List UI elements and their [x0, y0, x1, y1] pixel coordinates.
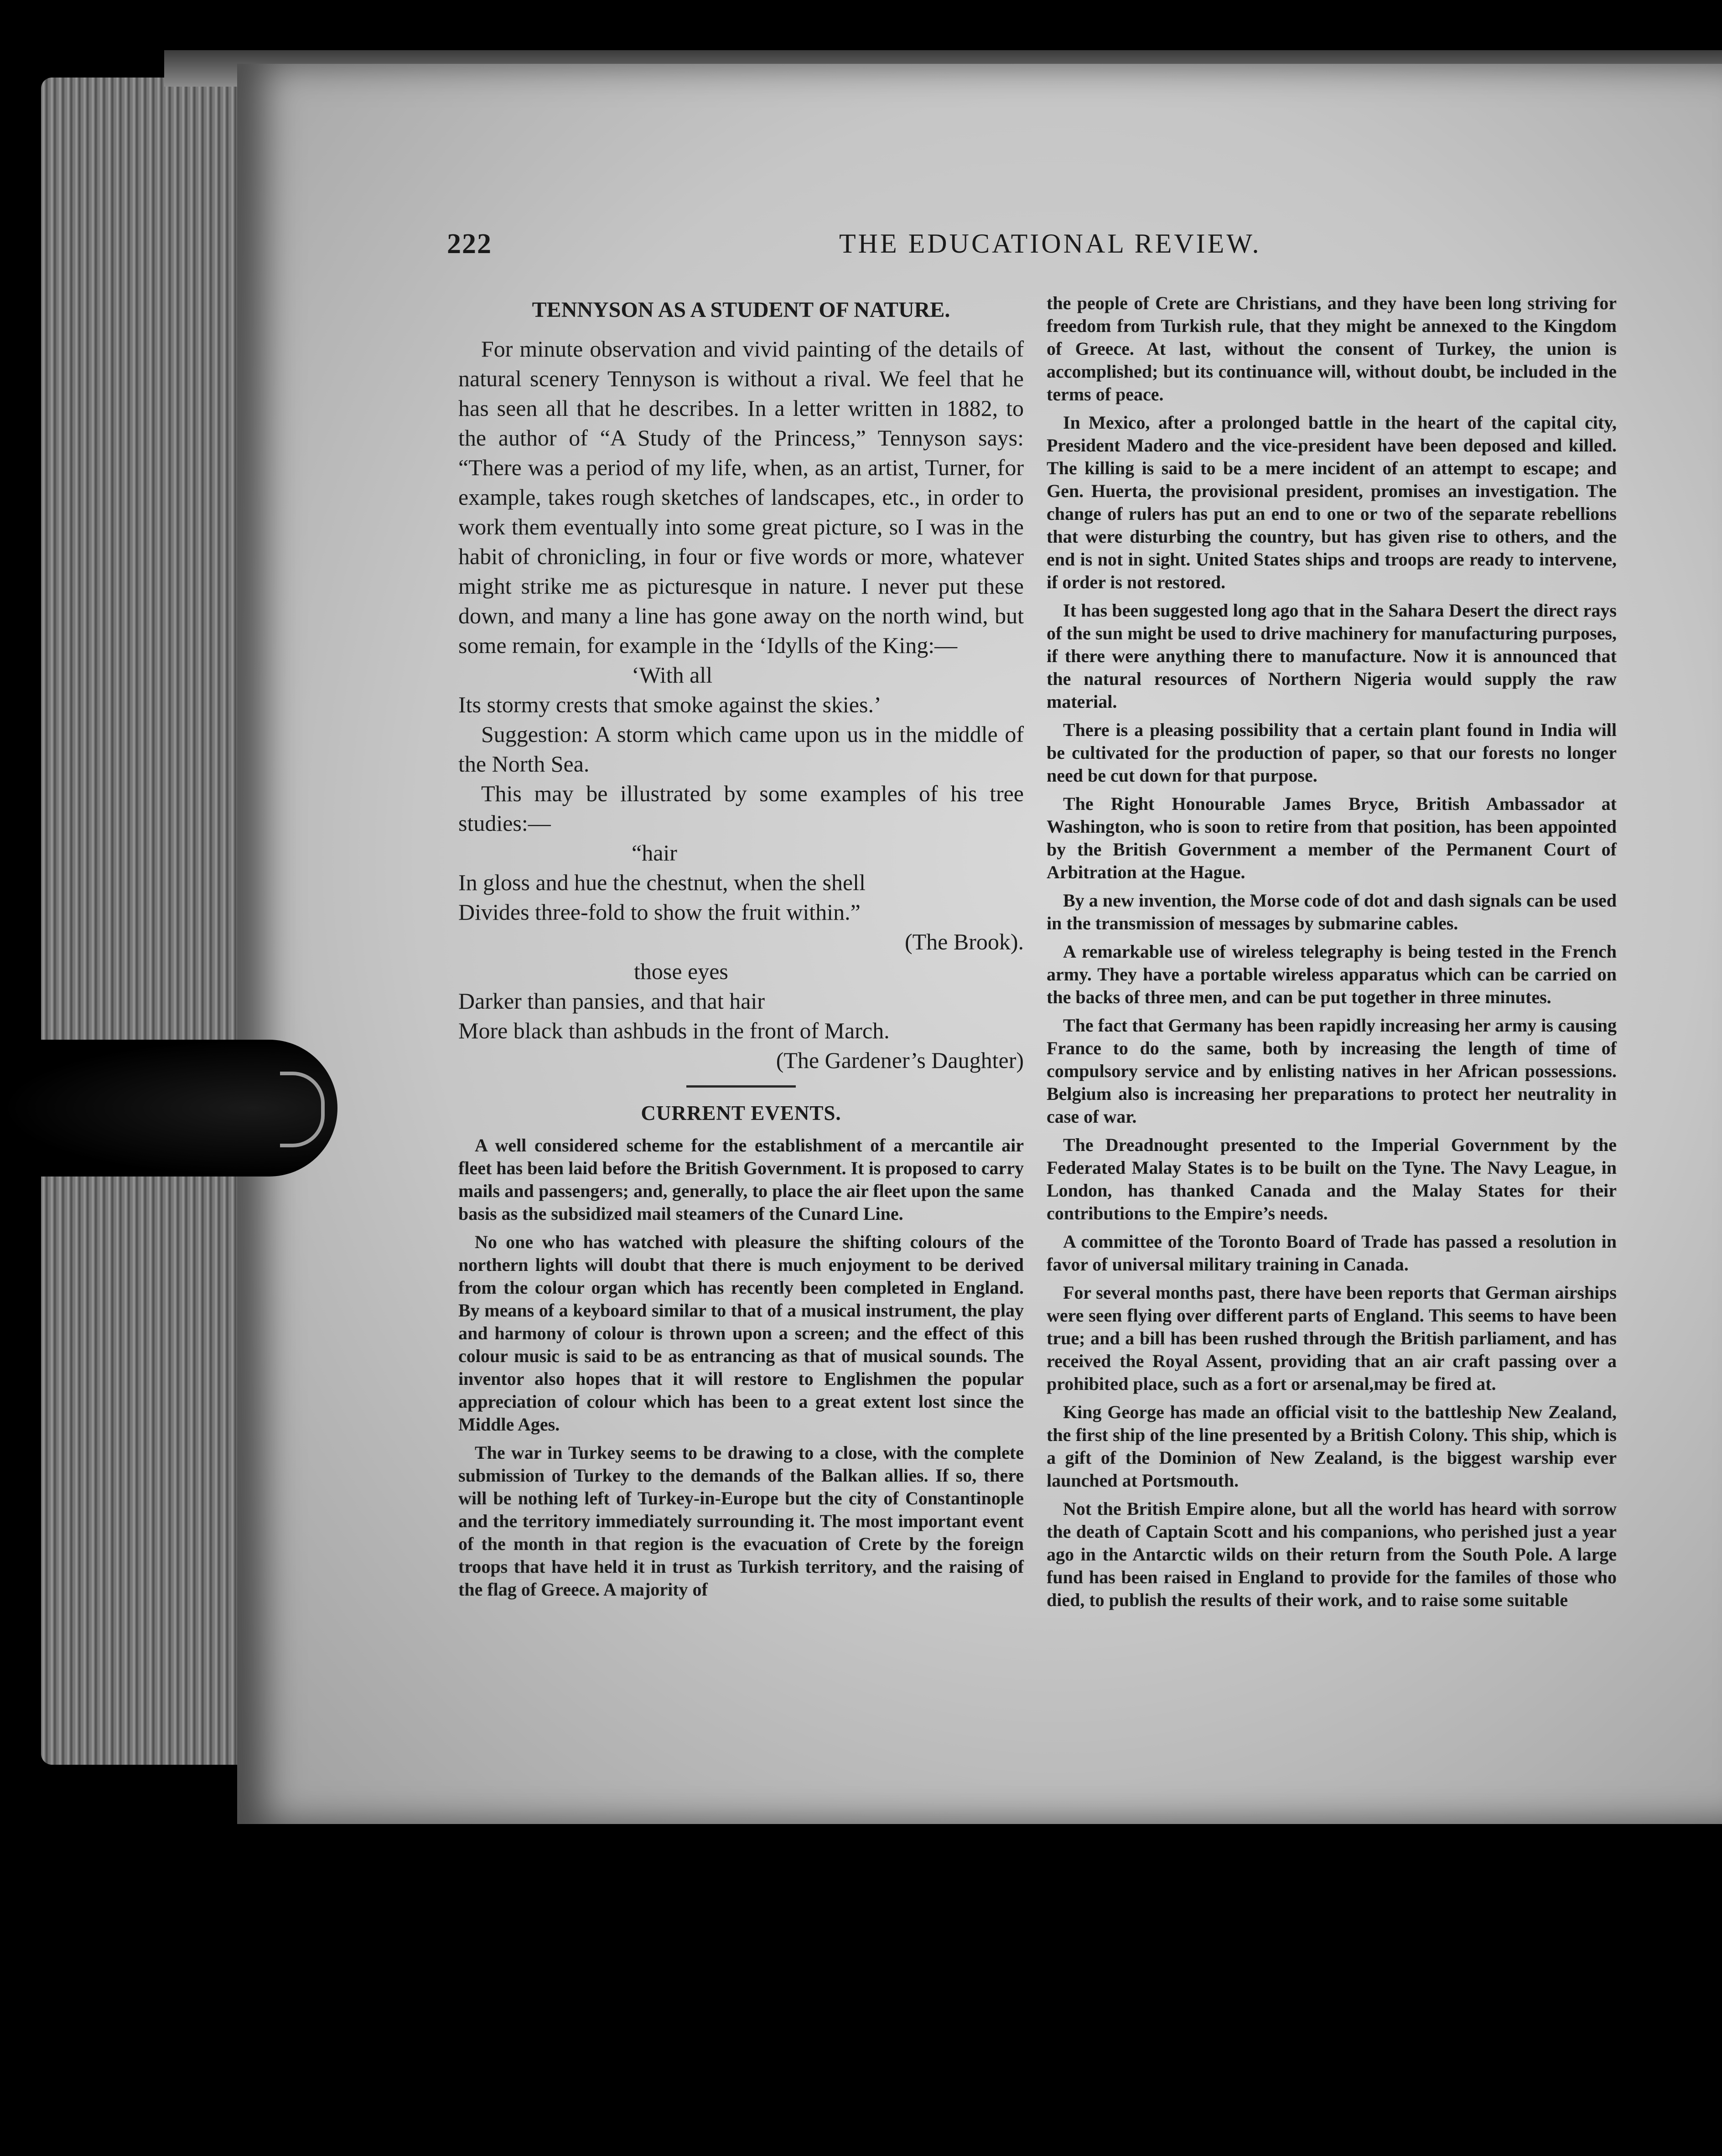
news-item: King George has made an official visit to the battleship New Zealand, the first ship of the line presented by a British Colony. This ship, which is a gift of the Dominion of New Zealand, is the biggest warship ever launched at Portsmouth. — [1047, 1402, 1617, 1491]
left-column — [458, 292, 1024, 1607]
news-item: the people of Crete are Christians, and they have been long striving for freedom from Turkish rule, that they might be annexed to the Kingdom of Greece. At last, without the consent of Turkey, the union is accomplished; but its continuance will, without doubt, be included in the terms of peace. — [1047, 293, 1617, 404]
news-item: A committee of the Toronto Board of Trade has passed a resolution in favor of universal military training in Canada. — [1047, 1231, 1617, 1275]
journal-title: THE EDUCATIONAL REVIEW. — [839, 228, 1261, 259]
news-list — [458, 1134, 1024, 1601]
essay-paragraph: This may be illustrated by some examples of his tree studies:— — [458, 781, 1024, 836]
news-item: The fact that Germany has been rapidly increasing her army is causing France to do the same, both by increasing the length of time of compulsory service and by enlisting natives in her African possessions. Belgium also is increasing her preparations to protect her neutrality in case of war. — [1047, 1015, 1617, 1127]
section-title: CURRENT EVENTS. — [641, 1102, 841, 1125]
thumb-holding-page — [0, 1040, 337, 1176]
news-item: A remarkable use of wireless telegraphy is being tested in the French army. They have a portable wireless apparatus which can be carried on the backs of three men, and can be put together in three minutes. — [1047, 941, 1617, 1007]
verse-quote — [458, 660, 1024, 720]
right-column — [1047, 292, 1617, 1617]
news-item: The war in Turkey seems to be drawing to a close, with the complete submission of Turkey to the demands of the Balkan allies. If so, there will be nothing left of Turkey-in-Europe but the city of Constantinople and the territory immediately surrounding it. The most important event of the month in that region is the evacuation of Crete by the foreign troops that have held it in trust as Turkish territory, and the raising of the flag of Greece. A majority of — [458, 1442, 1024, 1600]
verse-quote — [458, 957, 1024, 1075]
news-item: The Dreadnought presented to the Imperial Government by the Federated Malay States is to be built on the Tyne. The Navy League, in London, has thanked Canada and the Malay States for their contributions to the Empire’s needs. — [1047, 1135, 1617, 1223]
news-item: No one who has watched with pleasure the shifting colours of the northern lights will doubt that there is much enjoyment to be derived from the colour organ which has recently been completed in England. By means of a keyboard similar to that of a musical instrument, the play and harmony of colour is thrown upon a screen; and the effect of this colour music is said to be as entrancing as that of musical sounds. The inventor also hopes that it will restore to Englishmen the popular appreciation of colour which has been to a great extent lost since the Middle Ages. — [458, 1232, 1024, 1435]
verse-line: In gloss and hue the chestnut, when the shell — [458, 870, 866, 895]
section-divider — [686, 1085, 796, 1088]
verse-line: Darker than pansies, and that hair — [458, 988, 765, 1014]
verse-line: “hair — [632, 840, 677, 866]
news-item: Not the British Empire alone, but all the world has heard with sorrow the death of Captain Scott and his companions, who perished just a year ago in the Antarctic wilds on their return from the South Pole. A large fund has been raised in England to provide for the familes of those who died, to publish the results of their work, and to raise some suitable — [1047, 1498, 1617, 1610]
news-item: There is a pleasing possibility that a certain plant found in India will be cultivated for the production of paper, so that our forests no longer need be cut down for that purpose. — [1047, 720, 1617, 786]
page-number: 222 — [447, 228, 492, 259]
book-page-edges — [41, 78, 237, 1765]
news-item: By a new invention, the Morse code of dot and dash signals can be used in the transmission of messages by submarine cables. — [1047, 890, 1617, 933]
verse-line: More black than ashbuds in the front of March. — [458, 1018, 890, 1043]
essay-paragraph: Suggestion: A storm which came upon us in the middle of the North Sea. — [458, 721, 1024, 777]
news-item: The Right Honourable James Bryce, British Ambassador at Washington, who is soon to retire from that position, has been appointed by the British Government a member of the Permanent Court of Arbitration at the Hague. — [1047, 793, 1617, 882]
essay-body — [458, 334, 1024, 1075]
verse-citation: (The Gardener’s Daughter) — [776, 1047, 1024, 1073]
article-title: TENNYSON AS A STUDENT OF NATURE. — [532, 298, 950, 322]
verse-line: Divides three-fold to show the fruit within.” — [458, 899, 861, 925]
verse-line: those eyes — [634, 959, 728, 984]
news-item: In Mexico, after a prolonged battle in the heart of the capital city, President Madero and the vice-president have been deposed and killed. The killing is said to be a mere incident of an attempt to escape; and Gen. Huerta, the provisional president, promises an investigation. The change of rulers has put an end to one or two of the separate rebellions that were disturbing the country, but has given rise to others, and the end is not in sight. United States ships and troops are ready to intervene, if order is not restored. — [1047, 412, 1617, 592]
verse-citation: (The Brook). — [904, 929, 1024, 954]
running-head — [447, 228, 1633, 264]
news-item: It has been suggested long ago that in the Sahara Desert the direct rays of the sun might be used to drive machinery for manufacturing purposes, if there were anything there to manufacture. Now it is announced that the natural resources of Northern Nigeria would supply the raw material. — [1047, 600, 1617, 712]
verse-line: Its stormy crests that smoke against the skies.’ — [458, 692, 882, 717]
news-item: A well considered scheme for the establishment of a mercantile air fleet has been laid before the British Government. It is proposed to carry mails and passengers; and, generally, to place the air fleet upon the same basis as the subsidized mail steamers of the Cunard Line. — [458, 1135, 1024, 1224]
verse-line: ‘With all — [632, 662, 713, 688]
verse-quote — [458, 838, 1024, 957]
news-item: For several months past, there have been reports that German airships were seen flying over different parts of England. This seems to have been true; and a bill has been rushed through the British parliament, and has received the Royal Assent, providing that an air craft passing over a prohibited place, such as a fort or arsenal,may be fired at. — [1047, 1282, 1617, 1394]
essay-paragraph: For minute observation and vivid painting of the details of natural scenery Tennyson is without a rival. We feel that he has seen all that he describes. In a letter written in 1882, to the author of “A Study of the Princess,” Tennyson says: “There was a period of my life, when, as an artist, Turner, for example, takes rough sketches of landscapes, etc., in order to work them eventually into some great picture, so I was in the habit of chronicling, in four or five words or more, whatever might strike me as picturesque in nature. I never put these down, and many a line has gone away on the north wind, but some remain, for example in the ‘Idylls of the King:— — [458, 336, 1024, 658]
